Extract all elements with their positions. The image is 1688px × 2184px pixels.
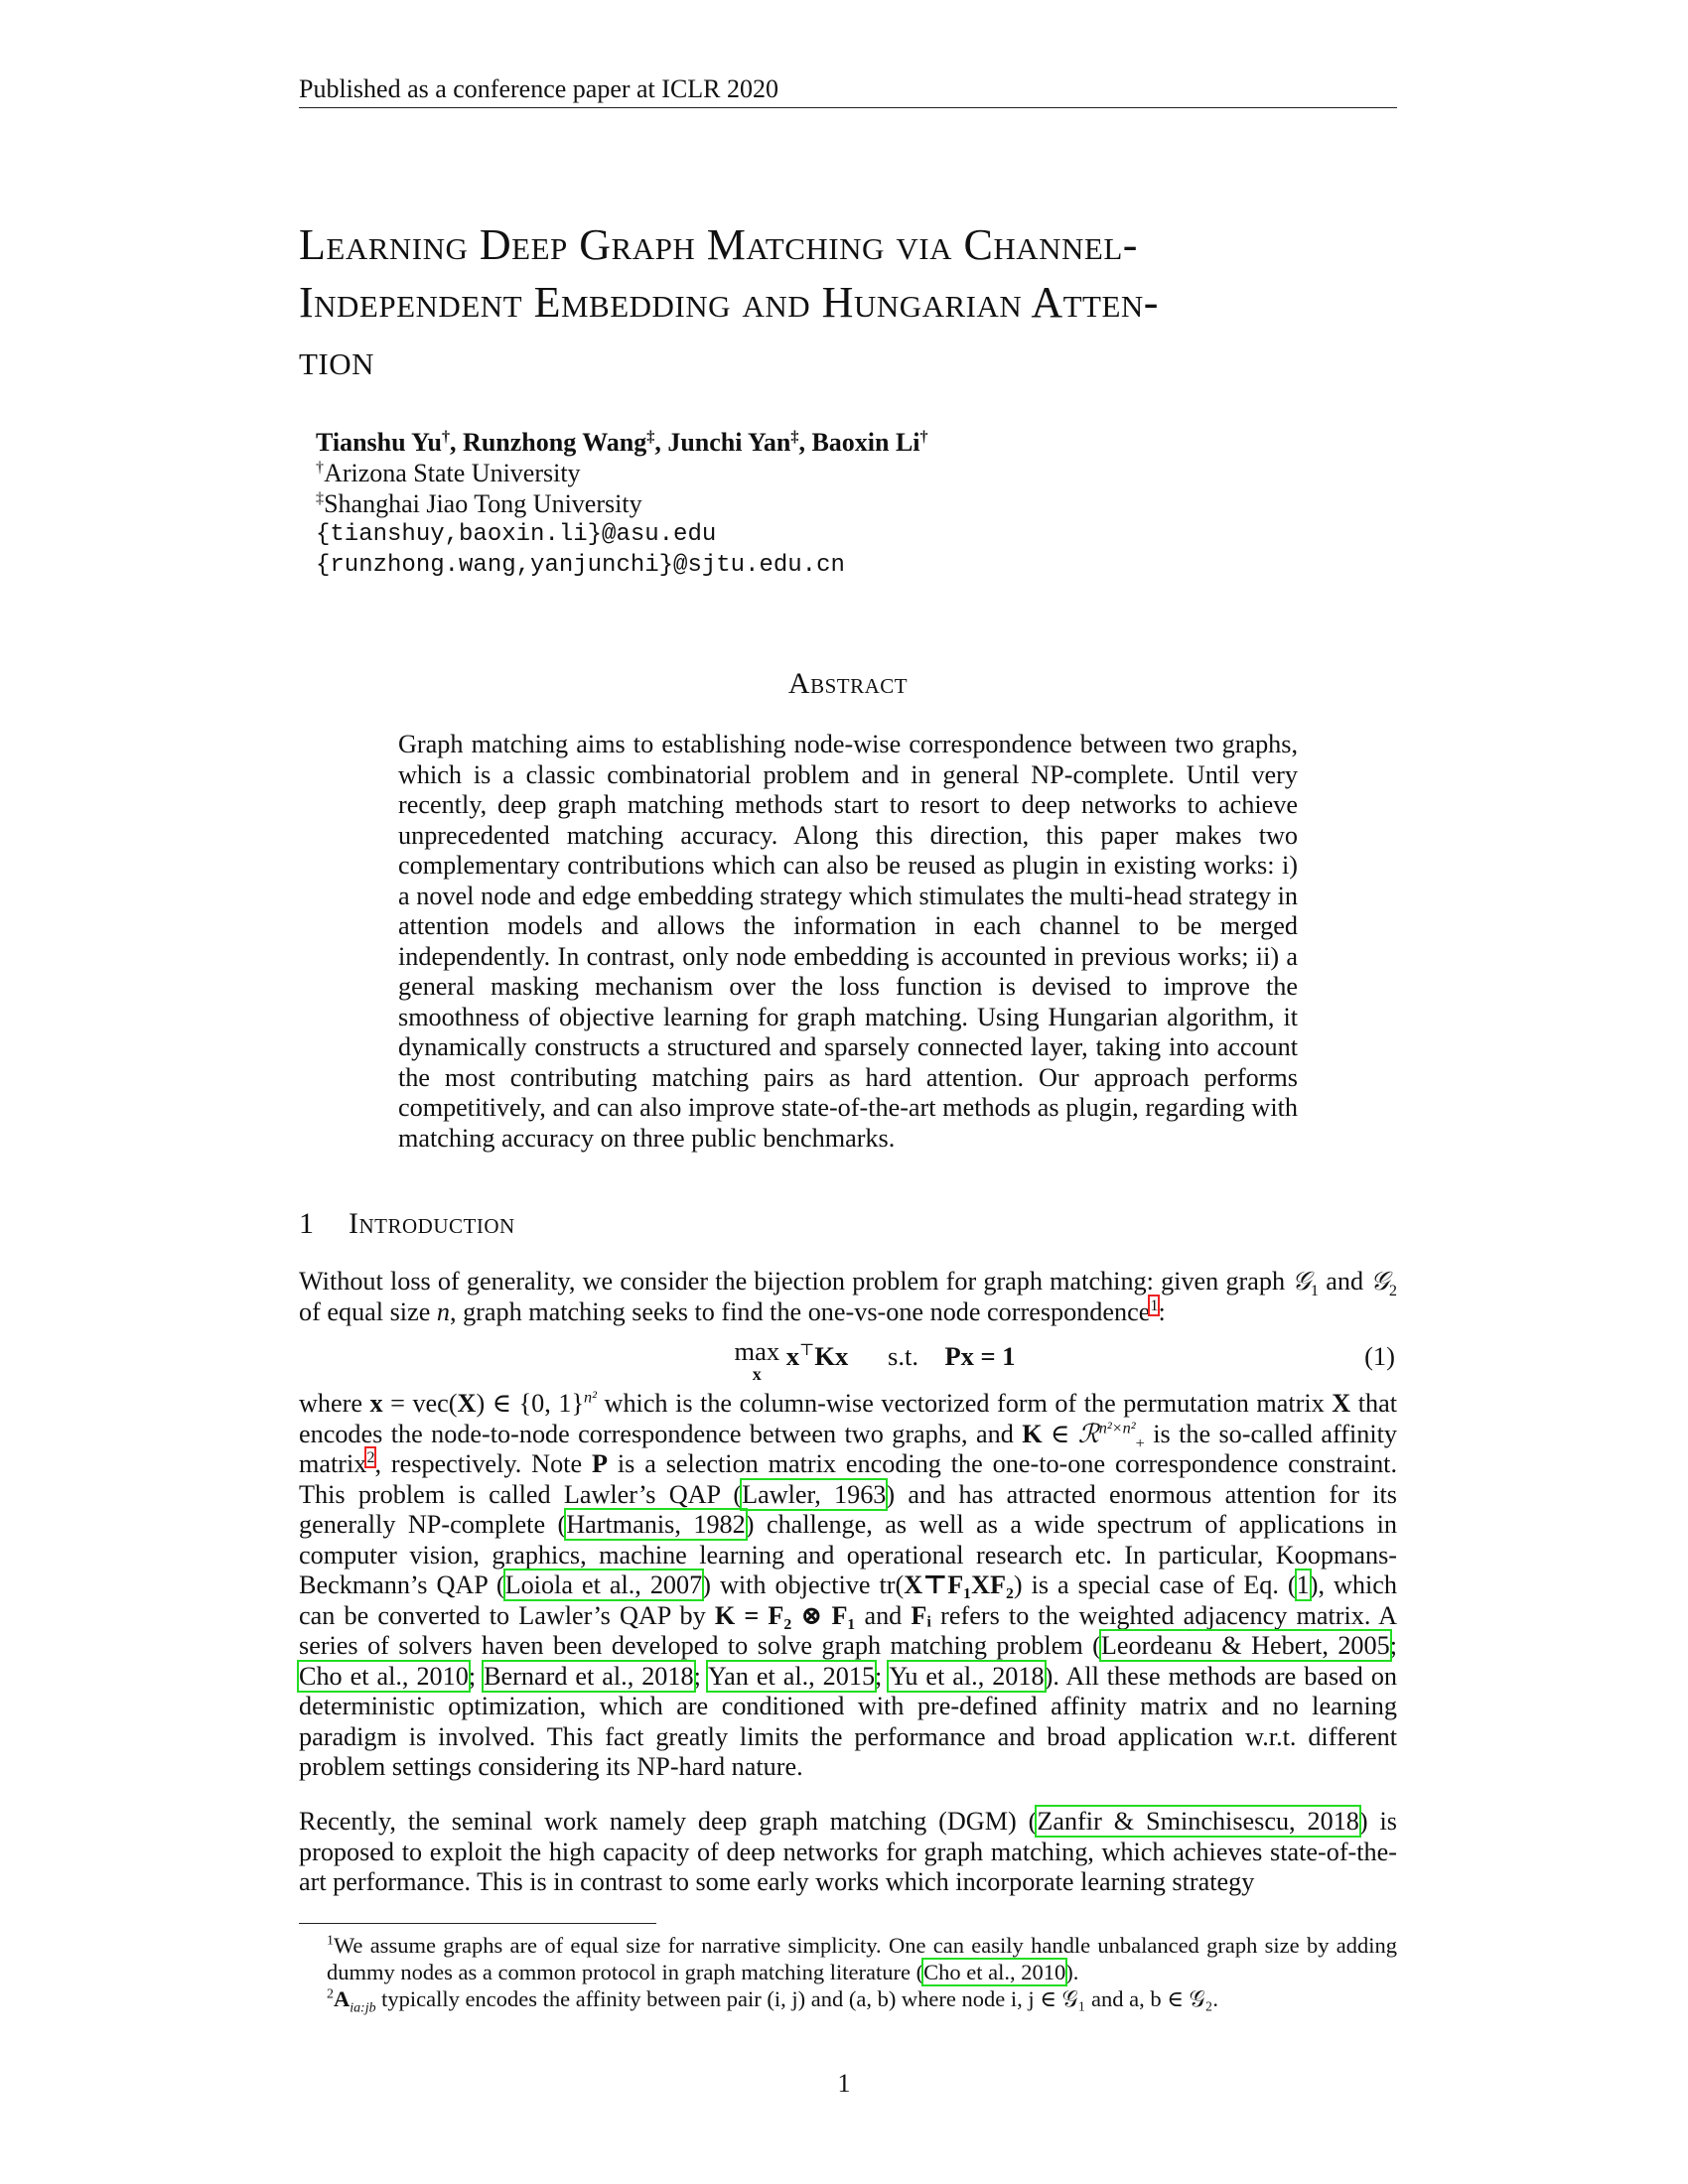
- citation-link[interactable]: Lawler, 1963: [742, 1479, 887, 1509]
- author-block: [316, 427, 1209, 581]
- abstract-text: Graph matching aims to establishing node-wise correspondence between two graphs, which is a classic combinatorial problem and in general NP-complete. Until very recently, deep graph matching methods start to resort to deep networks to achieve unprecedented matching accuracy. Along this direction, this paper makes two complementary contributions which can also be reused as plugin in existing works: i) a novel node and edge embedding strategy which stimulates the multi-head strategy in attention models and allows the information in each channel to be merged independently. In contrast, only node embedding is accounted in previous works; ii) a general masking mechanism over the loss function is devised to improve the smoothness of objective learning for graph matching. Using Hungarian algorithm, it dynamically constructs a structured and sparsely connected layer, taking into account the most contributing matching pairs as hard attention. Our approach performs competitively, and can also improve state-of-the-art methods as plugin, regarding with matching accuracy on three public benchmarks.: [398, 730, 1298, 1153]
- citation-link[interactable]: Leordeanu & Hebert, 2005: [1100, 1631, 1390, 1660]
- title-line-1: Learning Deep Graph Matching via Channel-: [299, 220, 1138, 269]
- paper-title: [299, 216, 1401, 389]
- equation-body: max x x⊤Kx s.t. Px = 1: [734, 1336, 1016, 1384]
- footnote-2: $^2A_{ia:jb}$ typically encodes the affinity between pair (i, j) and (a, b) where node i, j ∈ 𝒢₁ and a, b ∈ 𝒢₂.: [327, 1986, 1219, 2016]
- equation-number: (1): [1364, 1341, 1395, 1371]
- footnote-1: $^1$We assume graphs are of equal size for narrative simplicity. One can easily handle unbalanced graph size by adding dummy nodes as a common protocol in graph matching literature (Cho et al., 2010).: [327, 1933, 1397, 1984]
- email-2: {runzhong.wang,yanjunchi}@sjtu.edu.cn: [316, 552, 845, 579]
- citation-link[interactable]: Cho et al., 2010: [299, 1661, 469, 1691]
- equation-1: [299, 1336, 1397, 1384]
- footnote-ref-2[interactable]: 2: [366, 1448, 375, 1467]
- citation-link[interactable]: Yan et al., 2015: [707, 1661, 876, 1691]
- citation-link[interactable]: Cho et al., 2010: [923, 1960, 1066, 1984]
- affiliation-1: †Arizona State University: [316, 459, 581, 487]
- running-header: Published as a conference paper at ICLR 2020: [299, 73, 1397, 108]
- author-name: Runzhong Wang: [463, 428, 647, 457]
- footnote-rule: [299, 1923, 656, 1924]
- intro-paragraph-1: Without loss of generality, we consider the bijection problem for graph matching: given graph 𝒢$_1$ and 𝒢$_2$ of equal size n, graph matching seeks to find the one-vs-one node correspondence$^1$:: [299, 1267, 1398, 1326]
- citation-link[interactable]: Yu et al., 2018: [889, 1661, 1045, 1691]
- equation-ref-link[interactable]: 1: [1296, 1570, 1310, 1599]
- section-number: 1: [299, 1207, 315, 1240]
- author-name: Tianshu Yu: [316, 428, 442, 457]
- intro-paragraph-3: Recently, the seminal work namely deep graph matching (DGM) (Zanfir & Sminchisescu, 2018) is proposed to exploit the high capacity of deep networks for graph matching, which achieves state-of-the-art performance. This is in contrast to some early works which incorporate learning strategy: [299, 1807, 1398, 1896]
- title-line-2: Independent Embedding and Hungarian Atten-: [299, 278, 1159, 327]
- citation-link[interactable]: Hartmanis, 1982: [566, 1510, 746, 1539]
- affiliation-2: ‡Shanghai Jiao Tong University: [316, 489, 642, 518]
- abstract-heading: Abstract: [787, 667, 909, 700]
- author-name: Baoxin Li: [811, 428, 920, 457]
- footnotes: [299, 1932, 1397, 2016]
- author-name: Junchi Yan: [667, 428, 791, 457]
- author-names: Tianshu Yu†, Runzhong Wang‡, Junchi Yan‡, Baoxin Li†: [316, 428, 928, 457]
- section-heading: [299, 1207, 515, 1241]
- footnote-ref-1[interactable]: 1: [1150, 1296, 1159, 1314]
- email-1: {tianshuy,baoxin.li}@asu.edu: [316, 521, 717, 548]
- citation-link[interactable]: Zanfir & Sminchisescu, 2018: [1037, 1807, 1359, 1836]
- title-line-3: tion: [299, 336, 375, 384]
- page-number: 1: [837, 2069, 851, 2098]
- citation-link[interactable]: Bernard et al., 2018: [484, 1661, 694, 1691]
- section-title: Introduction: [349, 1207, 515, 1240]
- intro-paragraph-2: where x = vec(X) ∈ {0, 1}$^{n^2}$ which is the column-wise vectorized form of the permutation matrix X that encodes the node-to-node correspondence between two graphs, and K ∈ ℛ$^{n^2\times n^2}_+$ is the so-called affinity matrix$^2$, respectively. Note P is a selection matrix encoding the one-to-one correspondence constraint. This problem is called Lawler’s QAP (Lawler, 1963) and has attracted enormous attention for its generally NP-complete (Hartmanis, 1982) challenge, as well as a wide spectrum of applications in computer vision, graphics, machine learning and operational research etc. In particular, Koopmans-Beckmann’s QAP (Loiola et al., 2007) with objective tr(X⊤F₁XF₂) is a special case of Eq. (1), which can be converted to Lawler’s QAP by K = F₂ ⊗ F₁ and Fᵢ refers to the weighted adjacency matrix. A series of solvers haven been developed to solve graph matching problem (Leordeanu & Hebert, 2005; Cho et al., 2010; Bernard et al., 2018; Yan et al., 2015; Yu et al., 2018). All these methods are based on deterministic optimization, which are conditioned with pre-defined affinity matrix and no learning paradigm is involved. This fact greatly limits the performance and broad application w.r.t. different problem settings considering its NP-hard nature.: [299, 1388, 1398, 1781]
- citation-link[interactable]: Loiola et al., 2007: [504, 1570, 703, 1599]
